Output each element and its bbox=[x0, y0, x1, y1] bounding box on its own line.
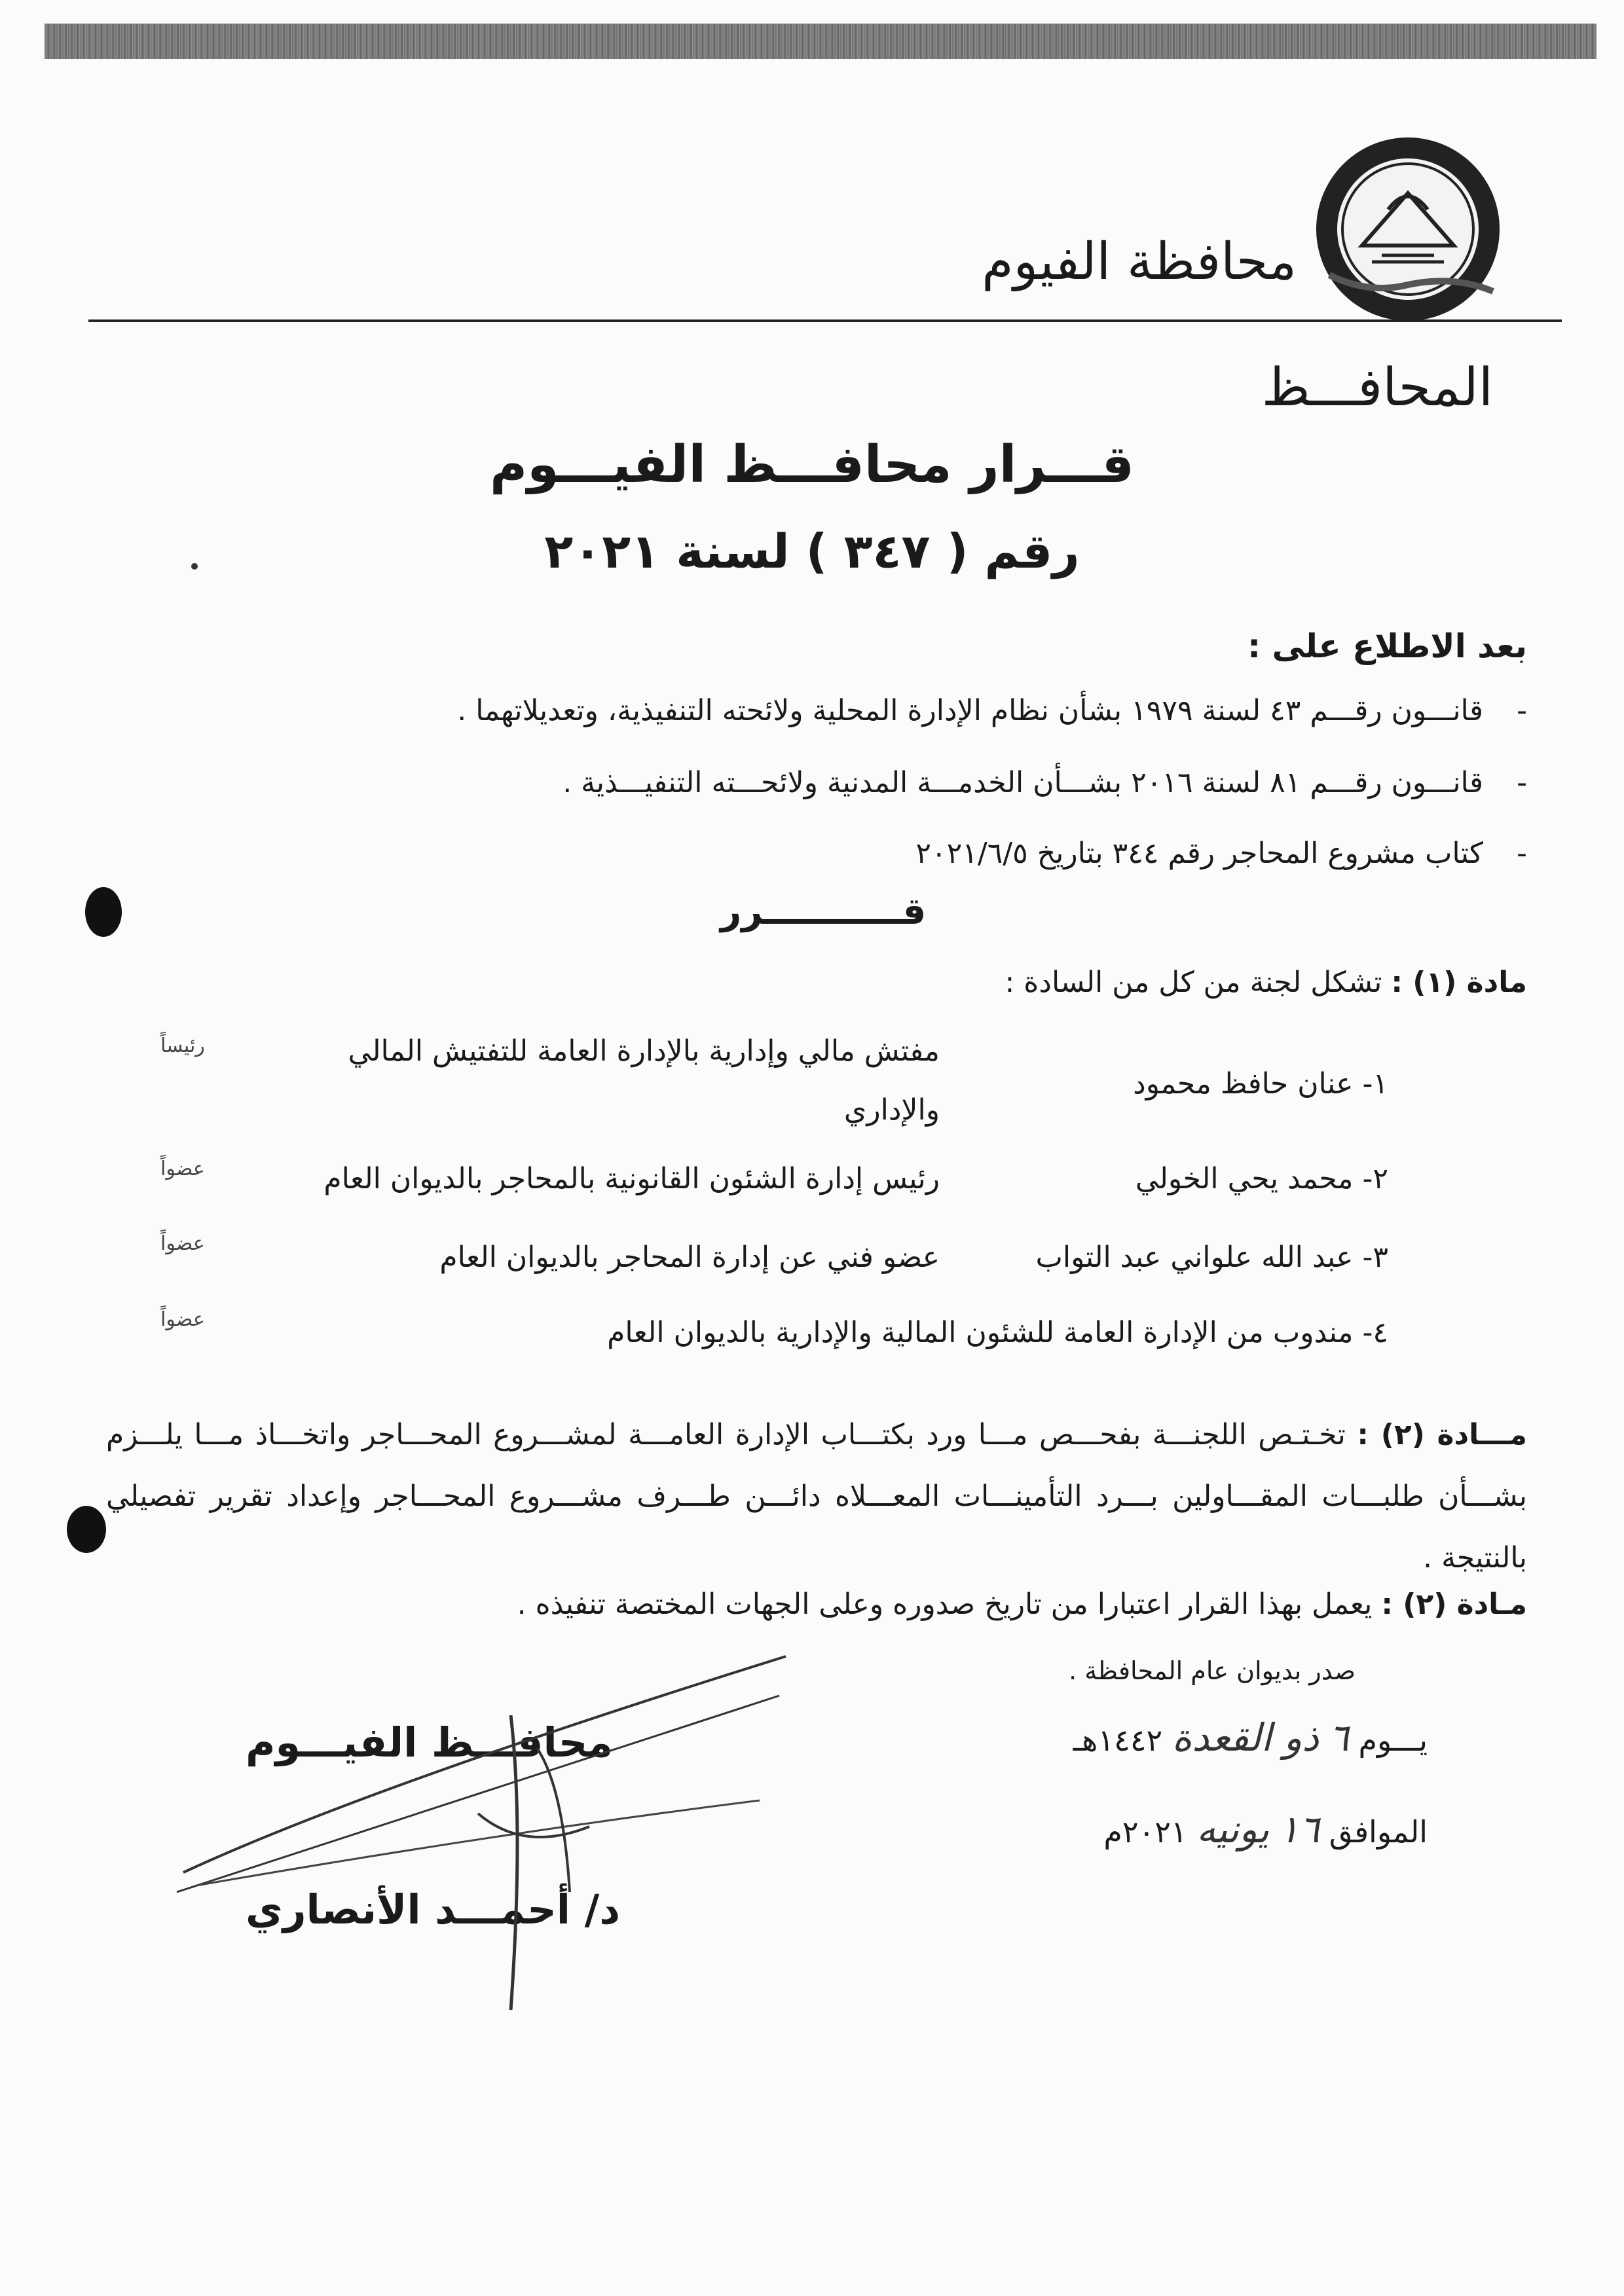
article-1 bbox=[1005, 966, 1527, 999]
article-text: يعمل بهذا القرار اعتبارا من تاريخ صدوره وعلى الجهات المختصة تنفيذه . bbox=[517, 1588, 1373, 1621]
member-index: ٣- bbox=[1362, 1241, 1388, 1274]
member-row bbox=[1133, 1067, 1388, 1101]
member-name: مندوب من الإدارة العامة للشئون المالية والإدارية بالديوان العام bbox=[607, 1316, 1354, 1349]
member-row bbox=[1036, 1241, 1389, 1274]
scan-edge-bar bbox=[45, 24, 1596, 59]
recital-item: كتاب مشروع المحاجر رقم ٣٤٤ بتاريخ ٢٠٢١/٦/٥ bbox=[915, 837, 1483, 870]
article-text: تخـتـص اللجنـــة بفحـــص مـــا ورد بكتـــاب الإدارة العامـــة لمشـــروع المحـــاجر واتخـــاذ مـــا يلـــزم بشـــأن طلبـــات المقـــاولين بـــرد التأمينـــات المعـــلاه دائـــن طـــرف مشـــروع المحـــاجر وإعداد تقرير تفصيلي بالنتيجة . bbox=[106, 1418, 1527, 1575]
date-prefix: يـــوم bbox=[1358, 1722, 1428, 1758]
governorate-name: محافظة الفيوم bbox=[982, 232, 1297, 291]
member-name: عبد الله علواني عبد التواب bbox=[1035, 1241, 1354, 1274]
gregorian-date bbox=[1103, 1807, 1428, 1851]
member-index: ٢- bbox=[1362, 1162, 1388, 1195]
member-index: ١- bbox=[1362, 1067, 1388, 1101]
member-position: مفتش مالي وإدارية بالإدارة العامة للتفتيش المالي bbox=[348, 1034, 940, 1068]
punch-hole bbox=[85, 887, 122, 937]
handwritten-signature bbox=[170, 1617, 792, 2023]
member-position: والإداري bbox=[843, 1093, 940, 1127]
member-role: عضواً bbox=[160, 1308, 205, 1331]
recital-item: قانـــون رقـــم ٨١ لسنة ٢٠١٦ بشـــأن الخدمـــة المدنية ولائحـــته التنفيـــذية . bbox=[563, 766, 1483, 799]
greg-month: يونيه bbox=[1196, 1807, 1270, 1851]
decision-word: قـــــــــــرر bbox=[720, 890, 927, 933]
bullet-dash: - bbox=[1517, 694, 1527, 727]
member-role: عضواً bbox=[160, 1232, 205, 1255]
signatory-name: د/ أحمـــد الأنصاري bbox=[246, 1886, 621, 1933]
bullet-dash: - bbox=[1517, 837, 1527, 870]
member-position: رئيس إدارة الشئون القانونية بالمحاجر بالديوان العام bbox=[323, 1162, 940, 1195]
member-index: ٤- bbox=[1362, 1316, 1388, 1349]
recital-item: قانـــون رقـــم ٤٣ لسنة ١٩٧٩ بشأن نظام الإدارة المحلية ولائحته التنفيذية، وتعديلاتهما . bbox=[457, 694, 1483, 727]
signatory-title: محافـــظ الفيـــوم bbox=[246, 1719, 613, 1766]
hijri-month: ذو القعدة bbox=[1172, 1715, 1320, 1760]
member-row bbox=[1135, 1162, 1388, 1195]
article-label: مـــادة (٢) : bbox=[1357, 1418, 1527, 1451]
article-label: مادة (١) : bbox=[1391, 966, 1527, 999]
article-3 bbox=[517, 1588, 1527, 1621]
greg-year: ٢٠٢١م bbox=[1103, 1814, 1187, 1850]
decree-title: قـــرار محافـــظ الفيـــوم bbox=[490, 435, 1134, 494]
article-label: مـادة (٢) : bbox=[1381, 1588, 1527, 1621]
office-title: المحافـــظ bbox=[1261, 357, 1493, 418]
punch-hole bbox=[67, 1506, 106, 1553]
article-text: تشكل لجنة من كل من السادة : bbox=[1005, 966, 1382, 999]
hijri-day: ٦ bbox=[1328, 1715, 1349, 1760]
member-role: عضواً bbox=[160, 1157, 205, 1180]
bullet-dash: - bbox=[1517, 766, 1527, 799]
hijri-date bbox=[1073, 1715, 1428, 1760]
member-name: محمد يحي الخولي bbox=[1135, 1162, 1354, 1195]
hijri-year: ١٤٤٢هـ bbox=[1073, 1722, 1163, 1758]
member-position: عضو فني عن إدارة المحاجر بالديوان العام bbox=[439, 1241, 940, 1274]
member-row bbox=[607, 1316, 1388, 1349]
header-divider bbox=[88, 319, 1562, 322]
date-prefix: الموافق bbox=[1329, 1814, 1428, 1850]
issuance-place: صدر بديوان عام المحافظة . bbox=[1069, 1656, 1356, 1685]
greg-day: ١٦ bbox=[1278, 1807, 1320, 1851]
governorate-seal-icon bbox=[1310, 131, 1506, 327]
member-role: رئيساً bbox=[160, 1034, 205, 1057]
recitals-heading: بعد الاطلاع على : bbox=[1247, 627, 1527, 665]
member-name: عنان حافظ محمود bbox=[1133, 1067, 1354, 1101]
article-2 bbox=[106, 1404, 1527, 1589]
decree-number: رقم ( ٣٤٧ ) لسنة ٢٠٢١ bbox=[544, 524, 1080, 579]
